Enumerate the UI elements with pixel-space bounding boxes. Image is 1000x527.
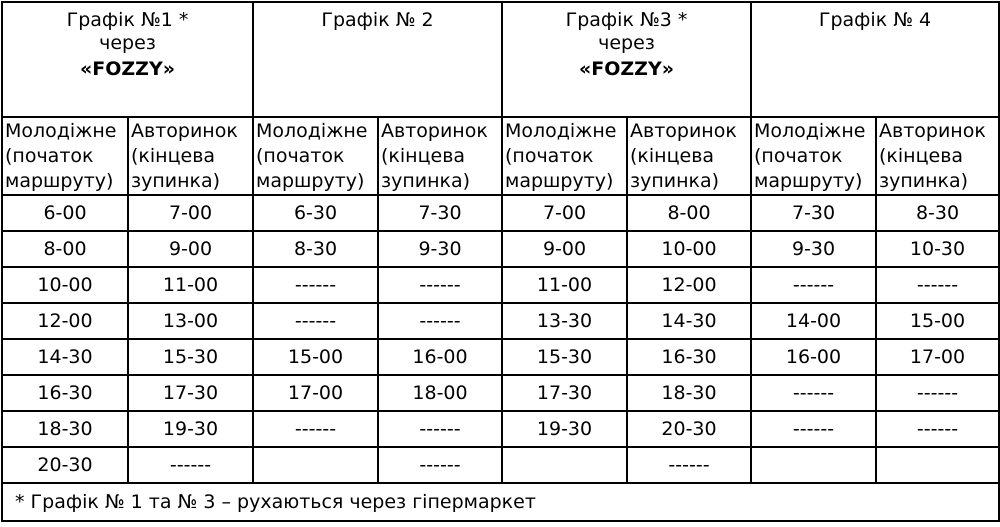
stop-header-line: (початок: [256, 144, 345, 167]
time-cell: 8-30: [876, 195, 999, 231]
stop-header-line: (початок: [5, 144, 94, 167]
stop-header-line: Молодіжне: [5, 119, 117, 142]
schedule-1-via: через: [99, 32, 156, 54]
time-cell: 17-30: [502, 375, 627, 411]
stop-header-line: маршруту): [5, 169, 114, 192]
table-row: [2, 303, 999, 339]
time-cell: ------: [751, 411, 876, 447]
time-cell: ------: [378, 447, 502, 483]
time-cell: 15-30: [128, 339, 253, 375]
time-cell: ------: [378, 411, 502, 447]
start-stop-header: [253, 117, 378, 195]
schedule-1-header: [2, 2, 253, 117]
start-stop-header: [502, 117, 627, 195]
stop-header-line: маршруту): [256, 169, 365, 192]
stop-header-line: Авторинок: [879, 119, 986, 142]
start-stop-header: [2, 117, 128, 195]
table-row: [2, 267, 999, 303]
time-cell: 16-30: [2, 375, 128, 411]
time-cell: 15-00: [876, 303, 999, 339]
time-cell: 17-00: [253, 375, 378, 411]
time-cell: 18-00: [378, 375, 502, 411]
time-cell: [502, 447, 627, 483]
time-cell: 9-00: [502, 231, 627, 267]
stops-header-row: [2, 117, 999, 195]
schedule-3-store: «FOZZY»: [579, 58, 674, 80]
time-cell: 7-30: [751, 195, 876, 231]
schedule-3-header: [502, 2, 751, 117]
stop-header-line: маршруту): [505, 169, 614, 192]
time-cell: 7-30: [378, 195, 502, 231]
stop-header-line: зупинка): [879, 169, 969, 192]
table-row: [2, 447, 999, 483]
time-cell: ------: [751, 375, 876, 411]
time-cell: ------: [876, 411, 999, 447]
time-cell: 20-30: [627, 411, 751, 447]
schedule-3-via: через: [598, 32, 655, 54]
time-cell: 14-30: [2, 339, 128, 375]
time-cell: ------: [751, 267, 876, 303]
stop-header-line: Авторинок: [630, 119, 737, 142]
time-cell: 16-00: [378, 339, 502, 375]
stop-header-line: (кінцева: [879, 144, 964, 167]
schedule-4-title: Графік № 4: [818, 9, 932, 31]
time-cell: ------: [876, 375, 999, 411]
stop-header-line: зупинка): [381, 169, 471, 192]
schedule-3-title: Графік №3 *: [565, 9, 688, 31]
stop-header-line: Авторинок: [381, 119, 488, 142]
table-row: [2, 231, 999, 267]
stop-header-line: (кінцева: [381, 144, 466, 167]
schedule-2-title: Графік № 2: [321, 9, 434, 31]
time-cell: 13-30: [502, 303, 627, 339]
end-stop-header: [378, 117, 502, 195]
time-cell: 18-30: [627, 375, 751, 411]
time-cell: 7-00: [128, 195, 253, 231]
time-cell: 17-30: [128, 375, 253, 411]
time-cell: ------: [253, 411, 378, 447]
table-row: [2, 339, 999, 375]
schedule-4-header: [751, 2, 999, 117]
time-cell: 15-30: [502, 339, 627, 375]
time-cell: 12-00: [2, 303, 128, 339]
table-row: [2, 195, 999, 231]
time-cell: 9-00: [128, 231, 253, 267]
time-cell: 8-00: [627, 195, 751, 231]
time-cell: [253, 447, 378, 483]
stop-header-line: Авторинок: [131, 119, 238, 142]
stop-header-line: маршруту): [754, 169, 863, 192]
time-cell: 7-00: [502, 195, 627, 231]
time-cell: 11-00: [128, 267, 253, 303]
time-cell: 19-30: [128, 411, 253, 447]
time-cell: ------: [876, 267, 999, 303]
time-cell: 8-30: [253, 231, 378, 267]
time-cell: 6-00: [2, 195, 128, 231]
time-cell: ------: [378, 303, 502, 339]
end-stop-header: [128, 117, 253, 195]
time-cell: [751, 447, 876, 483]
table-row: [2, 411, 999, 447]
end-stop-header: [876, 117, 999, 195]
stop-header-line: Молодіжне: [256, 119, 368, 142]
footnote-row: [2, 483, 999, 521]
schedule-1-title: Графік №1 *: [66, 9, 189, 31]
time-cell: 6-30: [253, 195, 378, 231]
stop-header-line: (початок: [754, 144, 843, 167]
time-cell: 17-00: [876, 339, 999, 375]
time-cell: 10-00: [2, 267, 128, 303]
time-cell: 12-00: [627, 267, 751, 303]
time-cell: 14-30: [627, 303, 751, 339]
stop-header-line: (кінцева: [630, 144, 715, 167]
schedule-1-store: «FOZZY»: [80, 58, 175, 80]
footnote: * Графік № 1 та № 3 – рухаються через гіпермаркет: [2, 483, 999, 521]
time-cell: 8-00: [2, 231, 128, 267]
time-cell: 9-30: [378, 231, 502, 267]
time-cell: 14-00: [751, 303, 876, 339]
start-stop-header: [751, 117, 876, 195]
stop-header-line: Молодіжне: [754, 119, 866, 142]
stop-header-line: Молодіжне: [505, 119, 617, 142]
time-cell: ------: [378, 267, 502, 303]
time-cell: [876, 447, 999, 483]
time-cell: 9-30: [751, 231, 876, 267]
time-cell: 16-30: [627, 339, 751, 375]
time-cell: ------: [128, 447, 253, 483]
time-cell: 10-30: [876, 231, 999, 267]
time-cell: 16-00: [751, 339, 876, 375]
time-cell: 11-00: [502, 267, 627, 303]
time-cell: ------: [253, 267, 378, 303]
time-cell: ------: [627, 447, 751, 483]
stop-header-line: (початок: [505, 144, 594, 167]
schedule-table: [1, 1, 1000, 522]
time-cell: 13-00: [128, 303, 253, 339]
end-stop-header: [627, 117, 751, 195]
time-cell: 19-30: [502, 411, 627, 447]
time-cell: 15-00: [253, 339, 378, 375]
time-cell: 18-30: [2, 411, 128, 447]
time-cell: 10-00: [627, 231, 751, 267]
stop-header-line: зупинка): [131, 169, 221, 192]
table-row: [2, 375, 999, 411]
schedule-2-header: [253, 2, 502, 117]
time-cell: ------: [253, 303, 378, 339]
schedule-title-row: [2, 2, 999, 117]
stop-header-line: зупинка): [630, 169, 720, 192]
stop-header-line: (кінцева: [131, 144, 216, 167]
time-cell: 20-30: [2, 447, 128, 483]
